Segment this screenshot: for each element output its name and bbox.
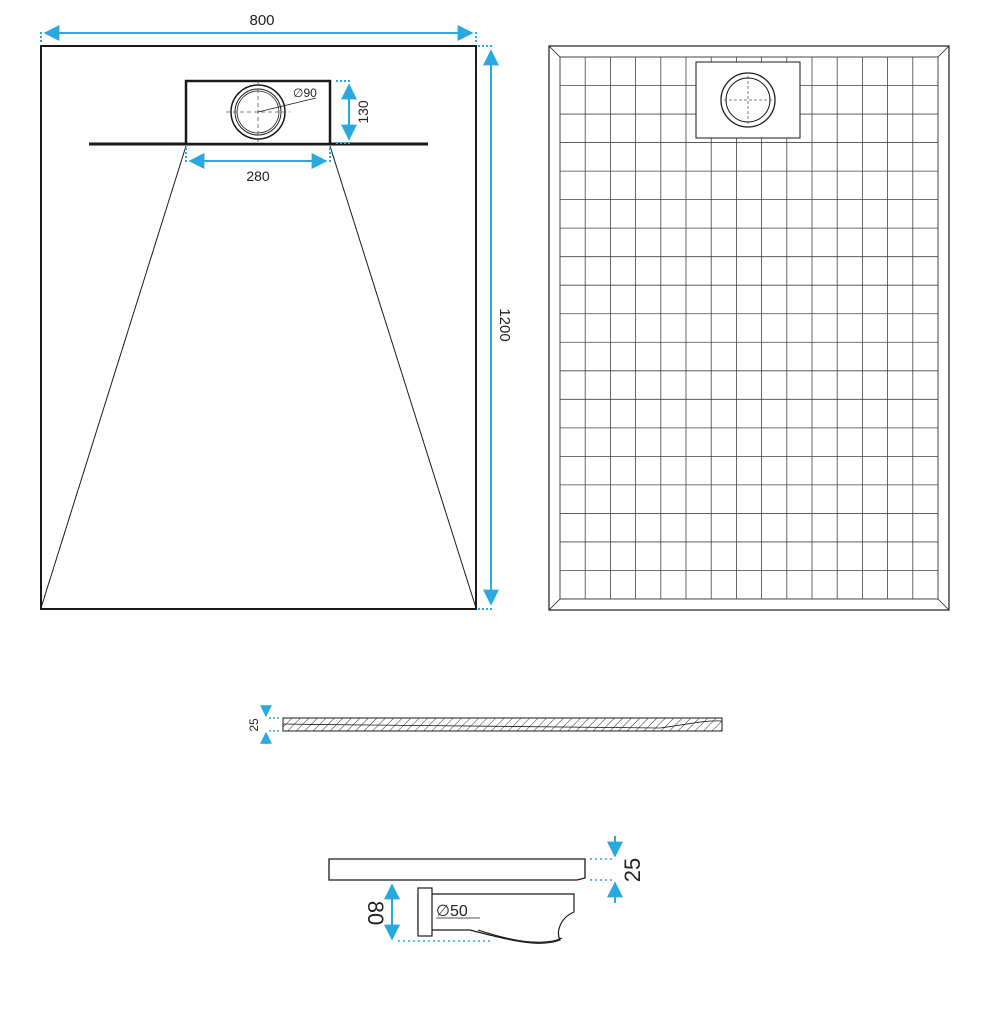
width-label: 800 [249, 12, 275, 29]
height-dimension [478, 46, 494, 609]
grid-view [549, 46, 949, 610]
top-view [41, 12, 513, 609]
drain-width-dimension [186, 148, 330, 163]
section-thickness-dimension [590, 836, 615, 903]
drain-depth-dimension [336, 81, 350, 143]
section-height-label: 80 [363, 900, 388, 926]
drain-depth-label: 130 [355, 100, 371, 124]
pipe-outlet [418, 888, 432, 936]
width-dimension [41, 30, 476, 42]
slope-line-right [330, 146, 476, 608]
side-thickness-dimension [266, 707, 280, 744]
section-thickness-label: 25 [620, 857, 645, 883]
pipe-diameter-label: ∅50 [436, 903, 468, 920]
drain-width-label: 280 [246, 168, 270, 184]
height-label: 1200 [496, 308, 513, 342]
side-thickness-label: 25 [247, 718, 261, 732]
side-view [247, 707, 722, 744]
slope-line-left [41, 146, 186, 608]
drain-diameter-label: ∅90 [293, 86, 317, 100]
tray-section [329, 859, 585, 880]
section-detail [329, 836, 645, 943]
